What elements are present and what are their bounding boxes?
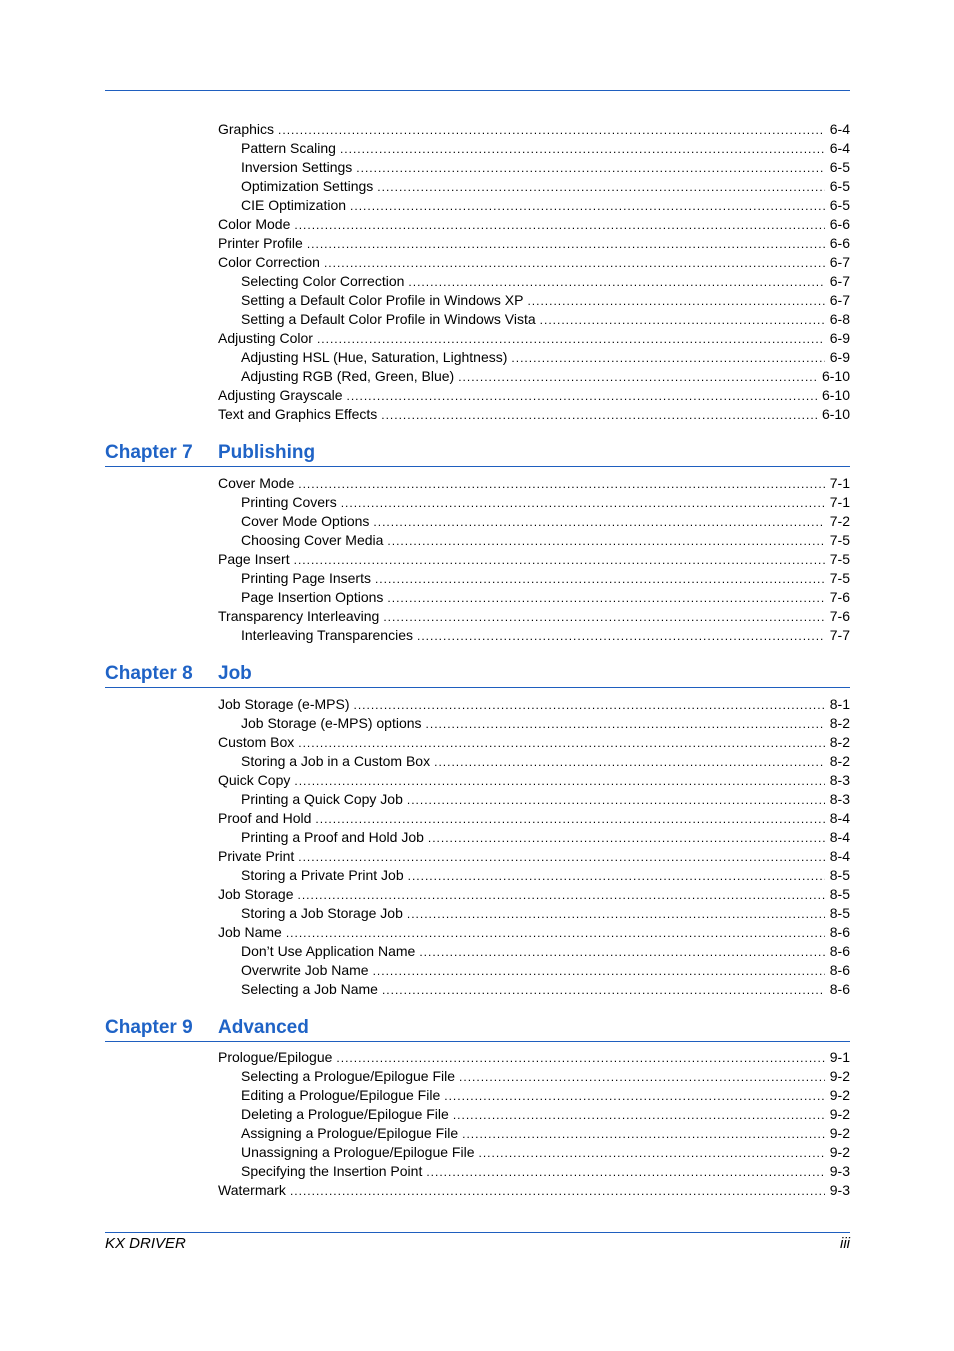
toc-entry[interactable] (218, 626, 850, 645)
toc-entry-page: 6-4 (829, 121, 850, 137)
toc-entry-page: 7-7 (829, 627, 850, 643)
toc-entry-page: 6-10 (821, 387, 850, 403)
toc-entry[interactable] (218, 493, 850, 512)
toc-entry[interactable] (218, 474, 850, 493)
toc-entry-title: Specifying the Insertion Point (241, 1163, 423, 1179)
toc-entry-title: Selecting a Prologue/Epilogue File (241, 1068, 456, 1084)
dot-leader (426, 1163, 824, 1182)
toc-entry[interactable] (218, 942, 850, 961)
dot-leader (434, 753, 825, 772)
toc-entry-title: Interleaving Transparencies (241, 627, 413, 643)
toc-entry-title: Proof and Hold (218, 810, 312, 826)
dot-leader (290, 1182, 825, 1201)
dot-leader (356, 159, 824, 178)
toc-entry[interactable] (218, 733, 850, 752)
toc-entry[interactable] (218, 139, 850, 158)
toc-entry-title: Page Insert (218, 551, 290, 567)
toc-entry[interactable] (218, 1124, 850, 1143)
toc-entry-title: Cover Mode (218, 475, 295, 491)
toc-entry-page: 8-6 (829, 924, 850, 940)
toc-entry-page: 6-5 (829, 178, 850, 194)
toc-entry-page: 9-2 (829, 1106, 850, 1122)
chapter-number: Chapter 9 (105, 1017, 193, 1038)
dot-leader (407, 791, 825, 810)
footer-page-number: iii (840, 1235, 850, 1252)
toc-entry-page: 6-7 (829, 273, 850, 289)
toc-entry[interactable] (218, 885, 850, 904)
dot-leader (462, 1125, 825, 1144)
toc-entry[interactable] (218, 828, 850, 847)
toc-entry-title: Inversion Settings (241, 159, 353, 175)
toc-entry-title: Job Storage (e-MPS) (218, 696, 350, 712)
toc-entry-page: 7-6 (829, 608, 850, 624)
toc-entry[interactable] (218, 607, 850, 626)
toc-entry-title: Storing a Private Print Job (241, 867, 404, 883)
toc-entry-page: 7-1 (829, 475, 850, 491)
dot-leader (278, 121, 825, 140)
toc-entry-title: Color Correction (218, 254, 320, 270)
dot-leader (373, 962, 825, 981)
toc-entry[interactable] (218, 790, 850, 809)
toc-entry-title: Unassigning a Prologue/Epilogue File (241, 1144, 475, 1160)
toc-entry-title: Job Storage (218, 886, 294, 902)
toc-entry-page: 6-9 (829, 349, 850, 365)
toc-entry[interactable] (218, 348, 850, 367)
toc-entry-title: Selecting a Job Name (241, 981, 378, 997)
chapter-title: Advanced (218, 1017, 309, 1038)
toc-entry-page: 6-6 (829, 235, 850, 251)
toc-entry-page: 6-8 (829, 311, 850, 327)
toc-entry-title: Selecting Color Correction (241, 273, 405, 289)
toc-section-continued (218, 120, 850, 424)
dot-leader (340, 140, 825, 159)
toc-entry-page: 8-4 (829, 848, 850, 864)
toc-entry-page: 8-6 (829, 981, 850, 997)
dot-leader (387, 532, 824, 551)
dot-leader (294, 551, 825, 570)
dot-leader (453, 1106, 825, 1125)
dot-leader (286, 924, 825, 943)
dot-leader (527, 292, 824, 311)
header-rule (105, 90, 850, 91)
toc-entry[interactable] (218, 809, 850, 828)
dot-leader (417, 627, 825, 646)
toc-entry-title: Adjusting HSL (Hue, Saturation, Lightness) (241, 349, 508, 365)
toc-entry-page: 9-2 (829, 1068, 850, 1084)
dot-leader (375, 570, 825, 589)
toc-entry-title: Editing a Prologue/Epilogue File (241, 1087, 441, 1103)
toc-entry[interactable] (218, 1162, 850, 1181)
toc-entry-title: Printing Page Inserts (241, 570, 371, 586)
dot-leader (387, 589, 824, 608)
toc-entry-title: Graphics (218, 121, 275, 137)
toc-entry-page: 8-4 (829, 810, 850, 826)
toc-entry[interactable] (218, 771, 850, 790)
toc-entry[interactable] (218, 215, 850, 234)
dot-leader (350, 197, 825, 216)
toc-entry-title: CIE Optimization (241, 197, 347, 213)
toc-entry[interactable] (218, 980, 850, 999)
toc-entry[interactable] (218, 752, 850, 771)
toc-entry-page: 8-1 (829, 696, 850, 712)
toc-entry-page: 6-10 (821, 368, 850, 384)
dot-leader (383, 608, 824, 627)
dot-leader (294, 216, 824, 235)
toc-entry[interactable] (218, 272, 850, 291)
toc-entry[interactable] (218, 588, 850, 607)
toc-entry-title: Setting a Default Color Profile in Windows Vista (241, 311, 536, 327)
dot-leader (408, 867, 825, 886)
toc-entry-title: Job Storage (e-MPS) options (241, 715, 422, 731)
toc-entry-title: Job Name (218, 924, 282, 940)
toc-entry[interactable] (218, 847, 850, 866)
toc-entry-page: 9-1 (829, 1049, 850, 1065)
toc-entry-title: Custom Box (218, 734, 295, 750)
dot-leader (324, 254, 825, 273)
toc-entry-page: 8-2 (829, 753, 850, 769)
toc-entry[interactable] (218, 405, 850, 424)
dot-leader (354, 696, 825, 715)
dot-leader (307, 235, 825, 254)
toc-entry-title: Printing a Proof and Hold Job (241, 829, 424, 845)
toc-entry[interactable] (218, 695, 850, 714)
chapter-heading-8 (105, 661, 850, 688)
toc-entry-page: 8-2 (829, 715, 850, 731)
toc-entry-page: 6-10 (821, 406, 850, 422)
toc-entry-title: Printing a Quick Copy Job (241, 791, 403, 807)
toc-entry[interactable] (218, 961, 850, 980)
toc-section-chapter-8 (218, 695, 850, 999)
dot-leader (540, 311, 825, 330)
toc-entry-page: 7-1 (829, 494, 850, 510)
dot-leader (294, 772, 824, 791)
toc-entry-title: Printing Covers (241, 494, 337, 510)
toc-entry-page: 9-3 (829, 1182, 850, 1198)
dot-leader (459, 1068, 825, 1087)
chapter-title: Job (218, 663, 252, 684)
chapter-heading-9 (105, 1015, 850, 1042)
dot-leader (426, 715, 825, 734)
toc-entry[interactable] (218, 923, 850, 942)
toc-entry-page: 6-4 (829, 140, 850, 156)
toc-entry-page: 9-2 (829, 1125, 850, 1141)
toc-entry-page: 8-4 (829, 829, 850, 845)
dot-leader (377, 178, 824, 197)
toc-entry-page: 7-2 (829, 513, 850, 529)
toc-section-chapter-7 (218, 474, 850, 645)
dot-leader (341, 494, 825, 513)
toc-entry-title: Choosing Cover Media (241, 532, 384, 548)
dot-leader (315, 810, 824, 829)
toc-entry-page: 9-3 (829, 1163, 850, 1179)
toc-entry-title: Adjusting Grayscale (218, 387, 343, 403)
footer-rule (105, 1232, 850, 1233)
toc-entry[interactable] (218, 512, 850, 531)
toc-entry[interactable] (218, 386, 850, 405)
dot-leader (336, 1049, 824, 1068)
toc-entry-title: Pattern Scaling (241, 140, 336, 156)
chapter-title: Publishing (218, 442, 316, 463)
toc-entry-page: 8-2 (829, 734, 850, 750)
toc-entry-title: Optimization Settings (241, 178, 374, 194)
toc-entry-page: 8-5 (829, 905, 850, 921)
dot-leader (298, 475, 825, 494)
dot-leader (408, 273, 824, 292)
dot-leader (298, 886, 825, 905)
toc-entry[interactable] (218, 196, 850, 215)
toc-entry-title: Transparency Interleaving (218, 608, 380, 624)
toc-entry[interactable] (218, 1143, 850, 1162)
toc-entry[interactable] (218, 1105, 850, 1124)
dot-leader (381, 406, 817, 425)
toc-entry-title: Text and Graphics Effects (218, 406, 378, 422)
toc-entry-page: 6-5 (829, 197, 850, 213)
toc-entry[interactable] (218, 158, 850, 177)
toc-entry[interactable] (218, 569, 850, 588)
toc-entry-page: 8-5 (829, 867, 850, 883)
chapter-heading-7 (105, 440, 850, 467)
toc-entry-page: 6-7 (829, 254, 850, 270)
dot-leader (478, 1144, 824, 1163)
toc-entry-page: 6-9 (829, 330, 850, 346)
toc-entry-title: Deleting a Prologue/Epilogue File (241, 1106, 449, 1122)
toc-entry-title: Quick Copy (218, 772, 291, 788)
toc-entry[interactable] (218, 1067, 850, 1086)
dot-leader (444, 1087, 825, 1106)
toc-entry-page: 7-5 (829, 532, 850, 548)
footer-product-name: KX DRIVER (105, 1235, 186, 1252)
toc-entry-title: Page Insertion Options (241, 589, 384, 605)
dot-leader (419, 943, 824, 962)
toc-entry-page: 9-2 (829, 1087, 850, 1103)
dot-leader (347, 387, 817, 406)
toc-entry[interactable] (218, 866, 850, 885)
toc-entry[interactable] (218, 234, 850, 253)
toc-entry-title: Adjusting RGB (Red, Green, Blue) (241, 368, 455, 384)
toc-entry-page: 6-5 (829, 159, 850, 175)
toc-entry-page: 8-5 (829, 886, 850, 902)
toc-entry[interactable] (218, 291, 850, 310)
toc-entry[interactable] (218, 253, 850, 272)
toc-entry-title: Setting a Default Color Profile in Windows XP (241, 292, 524, 308)
toc-section-chapter-9 (218, 1048, 850, 1200)
toc-entry-page: 6-7 (829, 292, 850, 308)
dot-leader (511, 349, 824, 368)
toc-entry[interactable] (218, 310, 850, 329)
toc-entry[interactable] (218, 1181, 850, 1200)
toc-entry[interactable] (218, 714, 850, 733)
toc-entry-page: 7-6 (829, 589, 850, 605)
dot-leader (458, 368, 817, 387)
dot-leader (298, 734, 825, 753)
toc-entry-page: 7-5 (829, 551, 850, 567)
dot-leader (298, 848, 825, 867)
toc-entry-title: Watermark (218, 1182, 286, 1198)
toc-entry[interactable] (218, 120, 850, 139)
dot-leader (407, 905, 825, 924)
toc-entry[interactable] (218, 1048, 850, 1067)
dot-leader (382, 981, 825, 1000)
toc-entry-title: Assigning a Prologue/Epilogue File (241, 1125, 459, 1141)
toc-entry-title: Adjusting Color (218, 330, 313, 346)
toc-entry-title: Cover Mode Options (241, 513, 370, 529)
toc-entry[interactable] (218, 531, 850, 550)
chapter-number: Chapter 8 (105, 663, 193, 684)
toc-entry-page: 8-3 (829, 772, 850, 788)
toc-entry-page: 8-6 (829, 943, 850, 959)
toc-entry-title: Storing a Job in a Custom Box (241, 753, 431, 769)
toc-entry-title: Don’t Use Application Name (241, 943, 416, 959)
toc-entry-title: Printer Profile (218, 235, 303, 251)
dot-leader (373, 513, 824, 532)
toc-entry-page: 7-5 (829, 570, 850, 586)
toc-entry-page: 9-2 (829, 1144, 850, 1160)
toc-entry[interactable] (218, 329, 850, 348)
toc-entry-page: 6-6 (829, 216, 850, 232)
dot-leader (428, 829, 825, 848)
dot-leader (317, 330, 825, 349)
toc-entry[interactable] (218, 904, 850, 923)
toc-entry[interactable] (218, 1086, 850, 1105)
toc-entry-title: Storing a Job Storage Job (241, 905, 403, 921)
chapter-number: Chapter 7 (105, 442, 193, 463)
toc-entry-title: Private Print (218, 848, 295, 864)
toc-entry-page: 8-6 (829, 962, 850, 978)
toc-entry-page: 8-3 (829, 791, 850, 807)
toc-entry[interactable] (218, 550, 850, 569)
toc-entry[interactable] (218, 177, 850, 196)
toc-entry-title: Color Mode (218, 216, 291, 232)
toc-entry-title: Prologue/Epilogue (218, 1049, 333, 1065)
toc-entry-title: Overwrite Job Name (241, 962, 369, 978)
toc-entry[interactable] (218, 367, 850, 386)
